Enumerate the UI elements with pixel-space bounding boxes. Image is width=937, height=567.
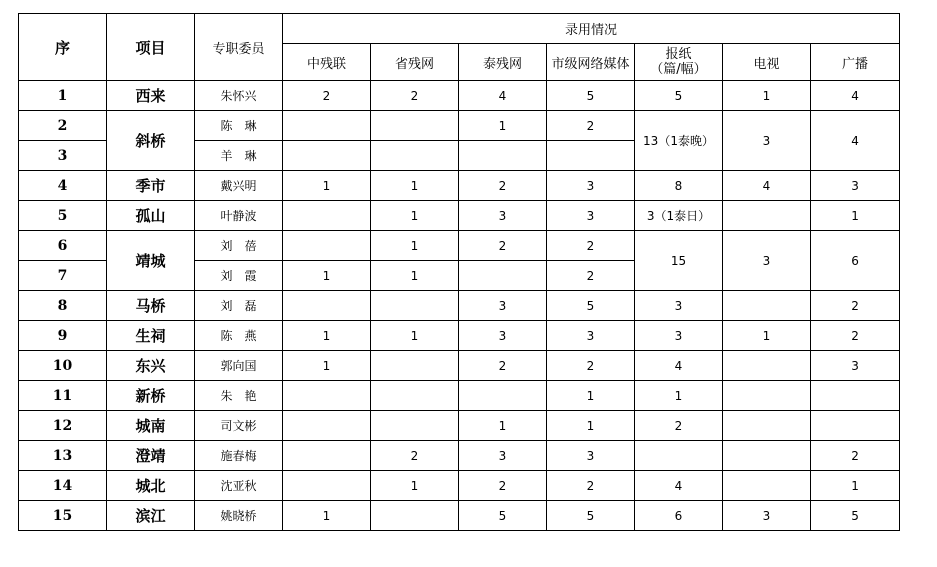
cell-project: 季市 — [107, 171, 195, 201]
cell-value: 1 — [547, 411, 635, 441]
cell-value: 4 — [459, 81, 547, 111]
header-staff: 专职委员 — [195, 14, 283, 81]
cell-value: 1 — [371, 171, 459, 201]
cell-value: 2 — [547, 351, 635, 381]
cell-value: 1 — [371, 201, 459, 231]
cell-value: 1 — [283, 351, 371, 381]
cell-value: 1 — [635, 381, 723, 411]
cell-value — [459, 261, 547, 291]
cell-value — [459, 381, 547, 411]
cell-value: 2 — [547, 261, 635, 291]
cell-staff-name: 戴兴明 — [195, 171, 283, 201]
cell-staff-name: 郭向国 — [195, 351, 283, 381]
table-row — [19, 351, 900, 381]
cell-value: 2 — [547, 471, 635, 501]
cell-staff-name: 司文彬 — [195, 411, 283, 441]
cell-value: 2 — [371, 81, 459, 111]
cell-staff-name: 朱 艳 — [195, 381, 283, 411]
cell-project: 城南 — [107, 411, 195, 441]
cell-value — [283, 291, 371, 321]
cell-value: 2 — [547, 231, 635, 261]
cell-value — [811, 381, 900, 411]
cell-value — [283, 111, 371, 141]
cell-value: 2 — [635, 411, 723, 441]
cell-value — [635, 441, 723, 471]
cell-value: 3 — [459, 321, 547, 351]
cell-value: 5 — [459, 501, 547, 531]
table-row — [19, 231, 900, 261]
cell-value — [371, 501, 459, 531]
cell-project: 澄靖 — [107, 441, 195, 471]
cell-value: 3 — [635, 321, 723, 351]
table-row — [19, 321, 900, 351]
cell-value — [371, 111, 459, 141]
cell-value: 5 — [547, 291, 635, 321]
cell-seq: 13 — [19, 441, 107, 471]
table-row — [19, 111, 900, 141]
cell-seq: 6 — [19, 231, 107, 261]
cell-value: 4 — [811, 81, 900, 111]
cell-value: 1 — [811, 201, 900, 231]
header-row-1 — [19, 14, 900, 44]
cell-value — [371, 351, 459, 381]
cell-value: 5 — [811, 501, 900, 531]
cell-seq: 11 — [19, 381, 107, 411]
cell-project: 西来 — [107, 81, 195, 111]
cell-value: 3 — [635, 291, 723, 321]
cell-project: 孤山 — [107, 201, 195, 231]
cell-project: 马桥 — [107, 291, 195, 321]
cell-value: 2 — [459, 351, 547, 381]
cell-value: 4 — [723, 171, 811, 201]
table-row — [19, 441, 900, 471]
table-row — [19, 291, 900, 321]
table-row — [19, 171, 900, 201]
cell-staff-name: 陈 琳 — [195, 111, 283, 141]
cell-project: 滨江 — [107, 501, 195, 531]
cell-value — [371, 141, 459, 171]
cell-seq: 2 — [19, 111, 107, 141]
cell-value — [283, 201, 371, 231]
table-body — [19, 14, 900, 531]
header-col-zhongcanlian: 中残联 — [283, 44, 371, 81]
cell-value: 2 — [811, 441, 900, 471]
cell-value: 1 — [283, 501, 371, 531]
table-row — [19, 501, 900, 531]
cell-seq: 10 — [19, 351, 107, 381]
header-col-newspaper: 报纸 （篇/幅） — [635, 44, 723, 81]
cell-value: 1 — [283, 321, 371, 351]
cell-seq: 15 — [19, 501, 107, 531]
cell-value — [811, 411, 900, 441]
cell-seq: 9 — [19, 321, 107, 351]
cell-staff-name: 刘 磊 — [195, 291, 283, 321]
cell-value: 1 — [371, 231, 459, 261]
cell-value: 3 — [811, 171, 900, 201]
cell-seq: 1 — [19, 81, 107, 111]
header-col-shengcanwang: 省残网 — [371, 44, 459, 81]
cell-value: 1 — [811, 471, 900, 501]
cell-staff-name: 沈亚秋 — [195, 471, 283, 501]
cell-value — [283, 141, 371, 171]
media-usage-table — [18, 13, 900, 531]
cell-value: 3 — [459, 291, 547, 321]
table-row — [19, 81, 900, 111]
cell-project: 生祠 — [107, 321, 195, 351]
cell-value: 2 — [459, 171, 547, 201]
cell-value: 1 — [371, 321, 459, 351]
cell-value: 2 — [811, 321, 900, 351]
cell-value: 1 — [371, 261, 459, 291]
cell-value: 1 — [723, 321, 811, 351]
cell-value: 1 — [283, 171, 371, 201]
cell-staff-name: 姚晓桥 — [195, 501, 283, 531]
cell-value: 2 — [547, 111, 635, 141]
cell-value: 3 — [459, 441, 547, 471]
cell-value: 1 — [723, 81, 811, 111]
cell-project: 靖城 — [107, 231, 195, 291]
cell-value — [283, 471, 371, 501]
cell-value: 5 — [547, 501, 635, 531]
cell-value: 3 — [723, 501, 811, 531]
header-col-city-media: 市级网络媒体 — [547, 44, 635, 81]
cell-value: 1 — [459, 411, 547, 441]
cell-value: 2 — [371, 441, 459, 471]
cell-value: 3 — [811, 351, 900, 381]
table-row — [19, 201, 900, 231]
cell-value — [459, 141, 547, 171]
cell-value: 8 — [635, 171, 723, 201]
cell-value — [283, 411, 371, 441]
cell-value — [283, 231, 371, 261]
cell-project: 斜桥 — [107, 111, 195, 171]
cell-value — [723, 471, 811, 501]
header-usage-group: 录用情况 — [283, 14, 900, 44]
cell-value — [283, 381, 371, 411]
cell-value: 2 — [459, 471, 547, 501]
table-row — [19, 471, 900, 501]
cell-value: 3 — [547, 321, 635, 351]
cell-staff-name: 陈 燕 — [195, 321, 283, 351]
cell-staff-name: 刘 蓓 — [195, 231, 283, 261]
cell-value: 5 — [635, 81, 723, 111]
table-row — [19, 381, 900, 411]
cell-seq: 12 — [19, 411, 107, 441]
cell-seq: 14 — [19, 471, 107, 501]
cell-value — [723, 411, 811, 441]
cell-seq: 3 — [19, 141, 107, 171]
cell-value: 4 — [635, 351, 723, 381]
cell-value — [723, 201, 811, 231]
cell-value: 3 — [547, 171, 635, 201]
cell-value: 3（1泰日） — [635, 201, 723, 231]
cell-staff-name: 刘 霞 — [195, 261, 283, 291]
cell-value: 3 — [723, 231, 811, 291]
cell-project: 新桥 — [107, 381, 195, 411]
cell-value — [371, 411, 459, 441]
header-col-tv: 电视 — [723, 44, 811, 81]
header-seq: 序 — [19, 14, 107, 81]
cell-staff-name: 叶静波 — [195, 201, 283, 231]
cell-value: 3 — [547, 201, 635, 231]
cell-value: 5 — [547, 81, 635, 111]
cell-value — [371, 381, 459, 411]
cell-value: 1 — [459, 111, 547, 141]
cell-value: 6 — [635, 501, 723, 531]
cell-value: 3 — [547, 441, 635, 471]
table-row — [19, 411, 900, 441]
cell-value: 2 — [459, 231, 547, 261]
cell-value — [723, 441, 811, 471]
cell-staff-name: 朱怀兴 — [195, 81, 283, 111]
cell-value: 3 — [459, 201, 547, 231]
cell-value: 1 — [547, 381, 635, 411]
cell-value — [371, 291, 459, 321]
cell-project: 东兴 — [107, 351, 195, 381]
cell-value — [283, 441, 371, 471]
cell-seq: 4 — [19, 171, 107, 201]
header-col-radio: 广播 — [811, 44, 900, 81]
cell-seq: 7 — [19, 261, 107, 291]
cell-value: 4 — [635, 471, 723, 501]
cell-seq: 8 — [19, 291, 107, 321]
cell-project: 城北 — [107, 471, 195, 501]
cell-value: 3 — [723, 111, 811, 171]
cell-seq: 5 — [19, 201, 107, 231]
cell-value: 15 — [635, 231, 723, 291]
header-project: 项目 — [107, 14, 195, 81]
cell-value: 13（1泰晚） — [635, 111, 723, 171]
cell-value: 1 — [283, 261, 371, 291]
cell-value — [723, 381, 811, 411]
cell-value: 2 — [283, 81, 371, 111]
cell-value — [547, 141, 635, 171]
cell-staff-name: 羊 琳 — [195, 141, 283, 171]
cell-staff-name: 施春梅 — [195, 441, 283, 471]
cell-value: 6 — [811, 231, 900, 291]
cell-value — [723, 351, 811, 381]
cell-value — [723, 291, 811, 321]
cell-value: 2 — [811, 291, 900, 321]
cell-value: 1 — [371, 471, 459, 501]
header-col-taicanwang: 泰残网 — [459, 44, 547, 81]
cell-value: 4 — [811, 111, 900, 171]
